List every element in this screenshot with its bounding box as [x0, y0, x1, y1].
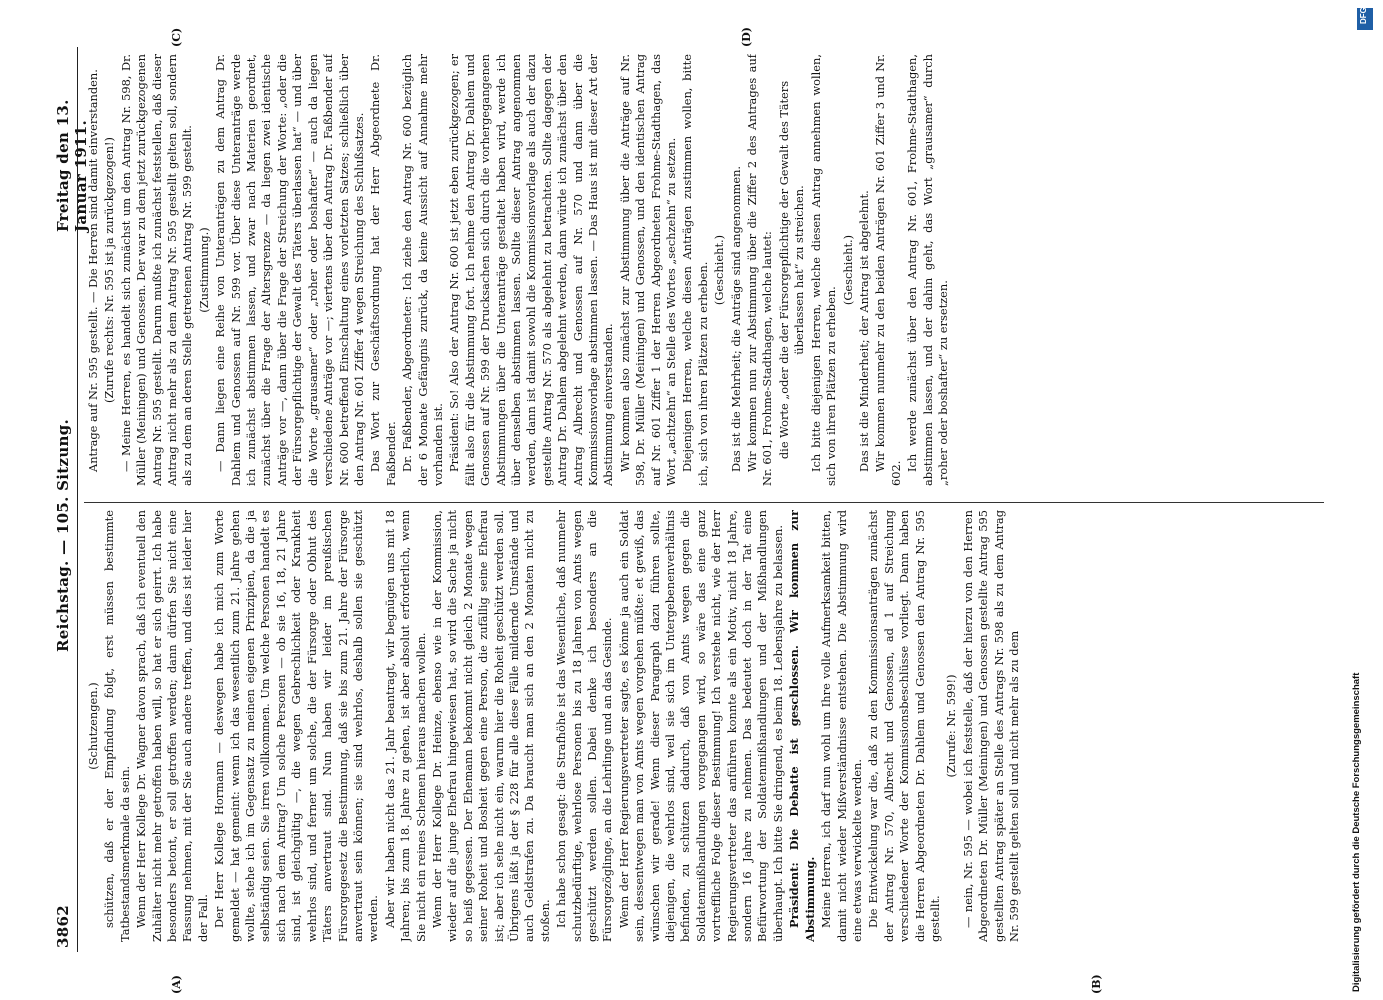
right-column	[86, 54, 1326, 486]
header-left-title: Reichstag. — 105. Sitzung.	[54, 418, 72, 652]
paragraph: Aber wir haben nicht das 21. Jahr beantragt, wir begnügen uns mit 18 Jahren; bis zum 18. Jahre zu gehen, ist aber absolut erforderlich, wenn Sie nicht ein reines Schemen hieraus machen wollen.	[382, 510, 428, 942]
dfg-logo-text: DFG	[1359, 7, 1368, 24]
paragraph: Meine Herren, ich darf nun wohl um Ihre volle Aufmerksamkeit bitten, damit nicht wieder Mißverständnisse entstehen. Die Abstimmung wird eine etwas verwickelte werden.	[819, 510, 864, 942]
paragraph: (Zustimmung.)	[196, 227, 211, 313]
header-rule	[77, 47, 78, 952]
paragraph: die Worte „oder die der Fürsorgepflichtige der Gewalt des Täters überlassen hat“ zu streichen.	[776, 80, 807, 460]
column-divider	[84, 502, 1324, 503]
paragraph: — Dann liegen eine Reihe von Unteranträgen zu dem Antrag Dr. Dahlem und Genossen auf Nr. 599 vor. Über diese Unteranträge werde ich zunächst abstimmen lassen, und zwar nach Materien geordnet, zunächst über die Frage der Altersgrenze — da liegen zwei identische Anträge vor —, dann über die Frage der Streichung der Worte: „oder die der Fürsorgepflichtige der Gewalt des Täters überlassen hat“ — und über die Worte „grausamer“ oder „roher oder boshafter“ — auch da liegen verschiedene Anträge vor —; viertens über den Antrag Dr. Faßbender auf Nr. 600 betreffend Einschaltung eines vorletzten Satzes; schließlich über den Antrag Nr. 601 Ziffer 4 wegen Streichung des Schlußsatzes.	[213, 54, 366, 486]
paragraph: (Zurufe rechts: Nr. 595 ist ja zurückgezogen!)	[102, 137, 117, 403]
paragraph: schützen, daß er der Empfindung folgt, erst müssen bestimmte Tatbestandsmerkmale da sein.	[102, 510, 132, 942]
paragraph: Wenn der Herr Kollege Dr. Heinze, ebenso wie in der Kommission, wieder auf die junge Ehefrau hingewiesen hat, so wird die Sache ja nicht so heiß gegessen. Der Ehemann bekommt nicht gleich 2 Monate wegen seiner Roheit und Bosheit gegen eine Person, die zufällig seine Ehefrau ist; aber ich sehe nicht ein, warum hier die Roheit geschützt werden soll. Übrigens läßt ja der § 228 für alle diese Fälle mildernde Umstände und auch Geldstrafen zu. Da braucht man sich an den 2 Monaten nicht zu stoßen.	[429, 510, 552, 942]
paragraph: (Zurufe: Nr. 599!)	[944, 674, 959, 778]
paragraph: (Schutzengen.)	[86, 682, 100, 770]
paragraph: Diejenigen Herren, welche diesen Anträgen zustimmen wollen, bitte ich, sich von ihren Plätzen zu erheben.	[680, 54, 710, 486]
paragraph: Wir kommen also zunächst zur Abstimmung über die Anträge auf Nr. 598, Dr. Müller (Meiningen) und Genossen, und den identischen Antrag auf Nr. 601 Ziffer 1 der Herren Abgeordneten Frohme-Stadthagen, das Wort „achtzehn“ an Stelle des Wortes „sechzehn“ zu setzen.	[617, 54, 679, 486]
left-column	[86, 510, 1326, 942]
header-right-title: Freitag den 13. Januar 1911.	[54, 99, 90, 232]
paragraph: Wir kommen nunmehr zu den beiden Anträgen Nr. 601 Ziffer 3 und Nr. 602.	[873, 54, 903, 486]
margin-marker-c: (C)	[170, 27, 183, 47]
paragraph: Wenn der Herr Kollege Dr. Wagner davon sprach, daß ich eventuell den Zuhälter nicht mehr getroffen haben will, so hat er sich geirrt. Ich habe besonders betont, er soll getroffen werden; dann dürfen Sie nicht eine Fassung nehmen, mit der Sie auch andere treffen, und dies ist leider hier der Fall.	[134, 510, 210, 942]
paragraph: (Geschieht.)	[712, 234, 727, 306]
dfg-logo	[1357, 8, 1373, 30]
page-number: 3862	[54, 905, 72, 948]
paragraph: Wir kommen nun zur Abstimmung über die Ziffer 2 des Antrages auf Nr. 601, Frohme-Stadthagen, welche lautet:	[745, 54, 775, 486]
paragraph: Das ist die Mehrheit; die Anträge sind angenommen.	[728, 165, 743, 472]
paragraph: Ich habe schon gesagt: die Strafhöhe ist das Wesentliche, daß nunmehr schutzbedürftige, wehrlose Personen bis zu 18 Jahren von Amts wegen geschützt werden sollen. Dabei denke ich besonders an die Fürsorgezöglinge, an die Lehrlinge und an das Gesinde.	[554, 510, 615, 942]
paragraph: Das Wort zur Geschäftsordnung hat der Herr Abgeordnete Dr. Faßbender.	[368, 54, 398, 486]
paragraph: Die Entwickelung war die, daß zu den Kommissionsanträgen zunächst der Antrag Nr. 570, Albrecht und Genossen, ad 1 auf Streichung verschiedener Worte der Kommissionsbeschlüsse vorliegt. Dann haben die Herren Abgeordneten Dr. Dahlem und Genossen den Antrag Nr. 595 gestellt.	[866, 510, 942, 942]
paragraph: Ich bitte diejenigen Herren, welche diesen Antrag annehmen wollen, sich von ihren Plätzen zu erheben.	[808, 54, 839, 486]
digitization-note-text: Digitalisierung gefördert durch die Deutsche Forschungsgemeinschaft	[1351, 672, 1362, 992]
paragraph: Präsident: So! Also der Antrag Nr. 600 ist jetzt eben zurückgezogen; er fällt also für die Abstimmung fort. Ich nehme den Antrag Dr. Dahlem und Genossen auf Nr. 599 der Drucksachen sich durch die vorhergegangenen Abstimmungen über die Unteranträge gestaltet haben wird, werde ich über denselben abstimmen lassen. Sollte dieser Antrag angenommen werden, dann ist damit sowohl die Kommissionsvorlage als auch der dazu gestellte Antrag Nr. 570 als abgelehnt zu betrachten. Sollte dagegen der Antrag Dr. Dahlem abgelehnt werden, dann würde ich zunächst über den Antrag Albrecht und Genossen auf Nr. 570 und dann über die Kommissionsvorlage abstimmen lassen. — Das Haus ist mit dieser Art der Abstimmung einverstanden.	[447, 54, 616, 486]
margin-marker-b: (B)	[1090, 974, 1103, 994]
page-header	[50, 47, 90, 952]
digitization-note	[1351, 8, 1373, 992]
paragraph: Wenn der Herr Regierungsvertreter sagte, es könne ja auch ein Soldat sein, dessentwegen man von Amts wegen vorgehen müßte: et gewiß, das wünschen wir gerade! Wenn dieser Paragraph dazu führen sollte, diejenigen, die wehrlos sind, weil sie sich im Untergebenenverhältnis befinden, zu schützen dadurch, daß von Amts wegen gegen die Soldatenmißhandlungen vorgegangen wird, so wäre das eine ganz vortreffliche Folge dieser Bestimmung! Ich verstehe nicht, wie der Herr Regierungsvertreter das anführen konnte als ein Motiv, nicht 18 Jahre, sondern 16 Jahre zu nehmen. Das bedeutet doch in der Tat eine Befürwortung der Soldatenmißhandlungen und der Mißhandlungen überhaupt. Ich bitte Sie dringend, es beim 18. Lebensjahre zu belassen.	[616, 510, 785, 942]
paragraph: (Geschieht.)	[840, 234, 855, 306]
paragraph: Präsident: Die Debatte ist geschlossen. Wir kommen zur Abstimmung.	[787, 510, 817, 942]
paragraph: Antrage auf Nr. 595 gestellt. — Die Herren sind damit einverstanden.	[86, 69, 100, 472]
margin-marker-d: (D)	[740, 27, 753, 47]
paragraph: Ich werde zunächst über den Antrag Nr. 601, Frohme-Stadthagen, abstimmen lassen, und der dahin geht, das Wort „grausamer“ durch „roher oder boshafter“ zu ersetzen.	[905, 54, 950, 486]
paragraph: — nein, Nr. 595 — wobei ich feststelle, daß der hierzu von den Herren Abgeordneten Dr. Müller (Meiningen) und Genossen gestellte Antrag 595 gestellten Antrag später an Stelle des Antrags Nr. 598 als zu dem Antrag Nr. 599 gestellt gelten soll und nicht mehr als zu dem	[960, 510, 1021, 942]
paragraph: Das ist die Minderheit; der Antrag ist abgelehnt.	[856, 190, 871, 472]
paragraph: — Meine Herren, es handelt sich zunächst um den Antrag Nr. 598, Dr. Müller (Meiningen) und Genossen. Der war zu dem jetzt zurückgezogenen Antrag Nr. 595 gestellt. Darum mußte ich zunächst feststellen, daß dieser Antrag nicht mehr als zu dem Antrag Nr. 595 gestellt gelten soll, sondern als zu dem an deren Stelle getretenen Antrag Nr. 599 gestellt.	[118, 54, 195, 486]
margin-marker-a: (A)	[170, 975, 183, 994]
rotated-page-content	[50, 27, 1340, 994]
paragraph: Der Herr Kollege Hormann — deswegen habe ich mich zum Worte gemeldet — hat gemeint: wenn ich das wesentlich zum 21. Jahre gehen wollte, stehe ich im Gegensatz zu meinen eigenen Prinzipien, da die ja selbständig seien. Sie irren vollkommen. Um welche Personen handelt es sich nach dem Antrag? Um solche Personen — ob sie 16, 18, 21 Jahre sind, ist gleichgültig —, die wegen Gebrechlichkeit oder Krankheit wehrlos sind, und ferner um solche, die der Fürsorge oder Obhut des Täters anvertraut sind. Nun haben wir leider im preußischen Fürsorgegesetz die Bestimmung, daß sie bis zum 21. Jahre der Fürsorge anvertraut sein können; sie sind wehrlos, deshalb sollen sie geschützt werden.	[212, 510, 381, 942]
paragraph: Dr. Faßbender, Abgeordneter: Ich ziehe den Antrag Nr. 600 bezüglich der 6 Monate Gefängnis zurück, da keine Aussicht auf Annahme mehr vorhanden ist.	[400, 54, 445, 486]
